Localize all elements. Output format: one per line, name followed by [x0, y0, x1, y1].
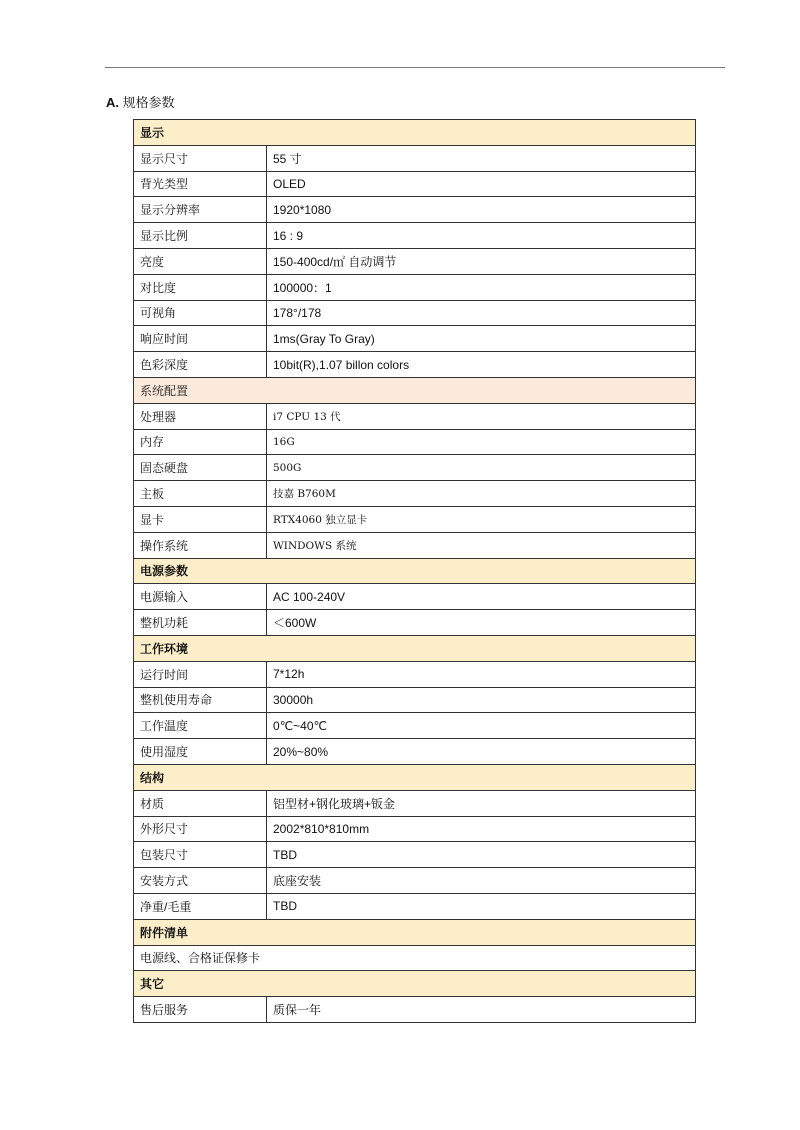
table-row [134, 739, 696, 765]
spec-value: 1ms(Gray To Gray) [267, 326, 696, 352]
spec-value: 10bit(R),1.07 billon colors [267, 352, 696, 378]
table-row [134, 197, 696, 223]
section-header: 系统配置 [134, 377, 696, 403]
table-row [134, 610, 696, 636]
section-header: 附件清单 [134, 919, 696, 945]
spec-value: ＜600W [267, 610, 696, 636]
spec-label: 显示比例 [134, 223, 267, 249]
table-row [134, 429, 696, 455]
section-header-row [134, 377, 696, 403]
spec-label: 包装尺寸 [134, 842, 267, 868]
table-row [134, 532, 696, 558]
header-rule [105, 67, 725, 68]
section-header: 显示 [134, 120, 696, 146]
section-header-row [134, 971, 696, 997]
table-row [134, 506, 696, 532]
table-row [134, 687, 696, 713]
spec-value: TBD [267, 842, 696, 868]
section-heading [106, 92, 175, 111]
table-row [134, 816, 696, 842]
spec-label: 显示分辨率 [134, 197, 267, 223]
table-row [134, 868, 696, 894]
spec-label: 对比度 [134, 274, 267, 300]
table-row [134, 713, 696, 739]
spec-value: 底座安装 [267, 868, 696, 894]
table-row [134, 481, 696, 507]
spec-label: 售后服务 [134, 997, 267, 1023]
spec-value: 2002*810*810mm [267, 816, 696, 842]
spec-value: 30000h [267, 687, 696, 713]
spec-label: 亮度 [134, 248, 267, 274]
table-row [134, 842, 696, 868]
table-row [134, 223, 696, 249]
table-row [134, 945, 696, 971]
spec-value: 铝型材+钢化玻璃+钣金 [267, 790, 696, 816]
spec-value: 7*12h [267, 661, 696, 687]
spec-value: 技嘉 B760M [267, 481, 696, 507]
table-row [134, 455, 696, 481]
spec-value: 16 : 9 [267, 223, 696, 249]
spec-value: 1920*1080 [267, 197, 696, 223]
table-row [134, 790, 696, 816]
spec-value: 20%~80% [267, 739, 696, 765]
spec-label: 色彩深度 [134, 352, 267, 378]
section-header: 结构 [134, 764, 696, 790]
section-header: 电源参数 [134, 558, 696, 584]
spec-value: 0℃~40℃ [267, 713, 696, 739]
spec-label: 内存 [134, 429, 267, 455]
spec-value: 质保一年 [267, 997, 696, 1023]
table-row [134, 171, 696, 197]
spec-label: 可视角 [134, 300, 267, 326]
section-header-row [134, 764, 696, 790]
spec-label: 外形尺寸 [134, 816, 267, 842]
table-row [134, 145, 696, 171]
table-row [134, 300, 696, 326]
full-width-cell: 电源线、合格证保修卡 [134, 945, 696, 971]
spec-label: 运行时间 [134, 661, 267, 687]
spec-value: 100000：1 [267, 274, 696, 300]
section-title: 规格参数 [122, 95, 175, 110]
spec-label: 整机功耗 [134, 610, 267, 636]
spec-label: 工作温度 [134, 713, 267, 739]
spec-value: TBD [267, 893, 696, 919]
spec-label: 响应时间 [134, 326, 267, 352]
spec-value: 178°/178 [267, 300, 696, 326]
spec-table [133, 119, 696, 1023]
spec-value: 150-400cd/㎡ 自动调节 [267, 248, 696, 274]
table-row [134, 584, 696, 610]
section-header: 工作环境 [134, 635, 696, 661]
table-row [134, 248, 696, 274]
section-header-row [134, 635, 696, 661]
spec-value: i7 CPU 13 代 [267, 403, 696, 429]
spec-label: 整机使用寿命 [134, 687, 267, 713]
spec-label: 安装方式 [134, 868, 267, 894]
spec-value: 55 寸 [267, 145, 696, 171]
spec-label: 固态硬盘 [134, 455, 267, 481]
spec-label: 显卡 [134, 506, 267, 532]
spec-value: 500G [267, 455, 696, 481]
spec-value: AC 100-240V [267, 584, 696, 610]
table-row [134, 326, 696, 352]
spec-label: 净重/毛重 [134, 893, 267, 919]
table-row [134, 997, 696, 1023]
section-header-row [134, 120, 696, 146]
spec-label: 使用湿度 [134, 739, 267, 765]
spec-label: 主板 [134, 481, 267, 507]
section-header-row [134, 558, 696, 584]
table-row [134, 661, 696, 687]
spec-value: WINDOWS 系统 [267, 532, 696, 558]
spec-label: 处理器 [134, 403, 267, 429]
spec-label: 显示尺寸 [134, 145, 267, 171]
spec-label: 背光类型 [134, 171, 267, 197]
section-prefix: A. [106, 95, 119, 110]
spec-label: 材质 [134, 790, 267, 816]
table-row [134, 352, 696, 378]
spec-label: 操作系统 [134, 532, 267, 558]
table-row [134, 893, 696, 919]
spec-value: 16G [267, 429, 696, 455]
spec-value: RTX4060 独立显卡 [267, 506, 696, 532]
table-row [134, 274, 696, 300]
section-header: 其它 [134, 971, 696, 997]
spec-value: OLED [267, 171, 696, 197]
section-header-row [134, 919, 696, 945]
table-row [134, 403, 696, 429]
spec-label: 电源输入 [134, 584, 267, 610]
